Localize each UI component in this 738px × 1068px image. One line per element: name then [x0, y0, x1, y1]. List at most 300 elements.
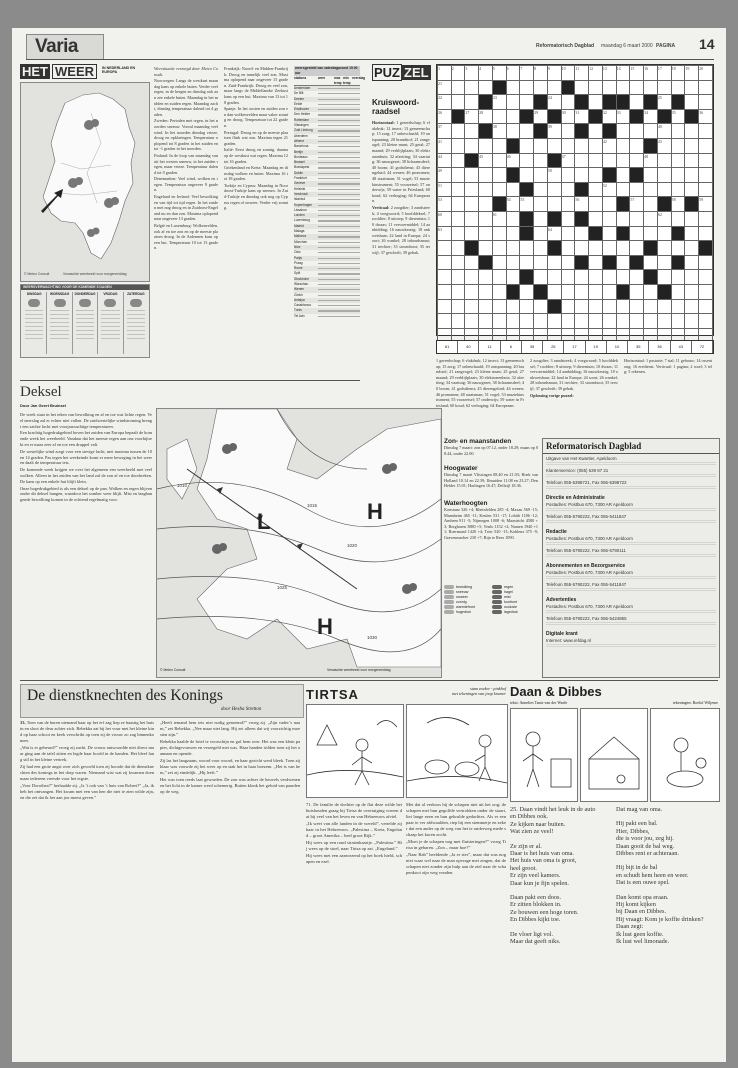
crossword-cell[interactable]	[630, 182, 644, 197]
crossword-cell[interactable]	[575, 80, 589, 95]
crossword-cell[interactable]	[451, 138, 465, 153]
crossword-cell[interactable]	[685, 241, 699, 256]
crossword-cell[interactable]	[699, 314, 713, 329]
crossword-cell[interactable]	[520, 284, 534, 299]
crossword-cell[interactable]	[534, 284, 548, 299]
crossword-cell[interactable]: 58	[671, 197, 685, 212]
answer-row[interactable]	[436, 340, 714, 354]
crossword-cell[interactable]	[465, 124, 479, 139]
crossword-cell[interactable]	[589, 109, 603, 124]
crossword-cell[interactable]	[506, 124, 520, 139]
crossword-cell[interactable]: 34	[644, 109, 658, 124]
crossword-cell[interactable]	[520, 255, 534, 270]
crossword-cell[interactable]	[671, 124, 685, 139]
crossword-cell[interactable]	[671, 241, 685, 256]
crossword-cell[interactable]: 24	[547, 95, 561, 110]
crossword-cell[interactable]	[644, 182, 658, 197]
crossword-cell[interactable]	[520, 138, 534, 153]
crossword-cell[interactable]	[657, 80, 671, 95]
crossword-cell[interactable]	[561, 211, 575, 226]
crossword-cell[interactable]	[520, 270, 534, 285]
crossword-cell[interactable]	[451, 211, 465, 226]
crossword-cell[interactable]	[657, 153, 671, 168]
crossword-cell[interactable]	[479, 241, 493, 256]
crossword-cell[interactable]: 32	[602, 109, 616, 124]
crossword-cell[interactable]	[575, 168, 589, 183]
answer-cell[interactable]: 17	[564, 341, 585, 353]
crossword-cell[interactable]	[589, 299, 603, 314]
crossword-cell[interactable]: 52	[602, 182, 616, 197]
crossword-cell[interactable]	[685, 197, 699, 212]
crossword-cell[interactable]: 31	[575, 109, 589, 124]
crossword-cell[interactable]: 5	[492, 66, 506, 81]
crossword-cell[interactable]	[616, 80, 630, 95]
crossword-cell[interactable]	[451, 80, 465, 95]
crossword-cell[interactable]: 16	[644, 66, 658, 81]
crossword-cell[interactable]	[506, 95, 520, 110]
crossword-cell[interactable]	[602, 314, 616, 329]
crossword-cell[interactable]: 21	[438, 80, 452, 95]
crossword-cell[interactable]	[534, 226, 548, 241]
crossword-cell[interactable]	[561, 255, 575, 270]
crossword-cell[interactable]	[547, 299, 561, 314]
crossword-cell[interactable]	[561, 124, 575, 139]
answer-cell[interactable]: 11	[479, 341, 500, 353]
crossword-cell[interactable]: 50	[547, 168, 561, 183]
crossword-cell[interactable]	[575, 124, 589, 139]
crossword-cell[interactable]	[671, 168, 685, 183]
crossword-cell[interactable]	[465, 211, 479, 226]
crossword-cell[interactable]: 14	[616, 66, 630, 81]
crossword-cell[interactable]	[630, 95, 644, 110]
crossword-cell[interactable]	[630, 168, 644, 183]
crossword-cell[interactable]: 54	[506, 197, 520, 212]
crossword-cell[interactable]	[685, 211, 699, 226]
crossword-cell[interactable]	[465, 241, 479, 256]
crossword-cell[interactable]	[685, 95, 699, 110]
crossword-cell[interactable]: 62	[657, 211, 671, 226]
crossword-cell[interactable]	[534, 80, 548, 95]
crossword-cell[interactable]	[534, 182, 548, 197]
crossword-cell[interactable]	[616, 270, 630, 285]
crossword-cell[interactable]	[534, 241, 548, 256]
crossword-cell[interactable]	[589, 138, 603, 153]
crossword-cell[interactable]	[602, 226, 616, 241]
crossword-cell[interactable]	[492, 168, 506, 183]
crossword-cell[interactable]: 47	[561, 153, 575, 168]
crossword-cell[interactable]: 19	[685, 66, 699, 81]
crossword-cell[interactable]	[602, 284, 616, 299]
crossword-cell[interactable]	[699, 241, 713, 256]
crossword-cell[interactable]	[657, 284, 671, 299]
answer-cell[interactable]: 43	[671, 341, 692, 353]
crossword-cell[interactable]	[671, 153, 685, 168]
crossword-cell[interactable]: 20	[699, 66, 713, 81]
crossword-cell[interactable]	[589, 168, 603, 183]
crossword-cell[interactable]: 4	[479, 66, 493, 81]
crossword-cell[interactable]	[616, 182, 630, 197]
crossword-cell[interactable]: 11	[575, 66, 589, 81]
crossword-cell[interactable]	[451, 109, 465, 124]
crossword-cell[interactable]	[575, 241, 589, 256]
crossword-cell[interactable]	[479, 197, 493, 212]
crossword-cell[interactable]	[657, 255, 671, 270]
crossword-cell[interactable]: 10	[561, 66, 575, 81]
crossword-cell[interactable]	[644, 124, 658, 139]
crossword-cell[interactable]	[492, 80, 506, 95]
crossword-cell[interactable]	[575, 270, 589, 285]
crossword-cell[interactable]	[479, 124, 493, 139]
crossword-cell[interactable]	[465, 138, 479, 153]
crossword-cell[interactable]	[492, 109, 506, 124]
crossword-cell[interactable]	[465, 153, 479, 168]
crossword-cell[interactable]	[685, 299, 699, 314]
crossword-cell[interactable]	[465, 197, 479, 212]
crossword-cell[interactable]	[589, 284, 603, 299]
crossword-cell[interactable]	[534, 255, 548, 270]
crossword-cell[interactable]: 6	[506, 66, 520, 81]
crossword-cell[interactable]	[438, 299, 452, 314]
crossword-cell[interactable]	[465, 182, 479, 197]
crossword-cell[interactable]: 33	[616, 109, 630, 124]
crossword-cell[interactable]	[616, 197, 630, 212]
crossword-cell[interactable]	[465, 80, 479, 95]
crossword-cell[interactable]	[699, 138, 713, 153]
crossword-cell[interactable]	[589, 197, 603, 212]
crossword-cell[interactable]	[465, 299, 479, 314]
crossword-cell[interactable]	[520, 153, 534, 168]
crossword-cell[interactable]	[616, 299, 630, 314]
crossword-cell[interactable]: 26	[438, 109, 452, 124]
crossword-cell[interactable]: 17	[657, 66, 671, 81]
crossword-cell[interactable]	[451, 182, 465, 197]
crossword-cell[interactable]: 44	[438, 153, 452, 168]
crossword-cell[interactable]	[589, 241, 603, 256]
crossword-cell[interactable]	[685, 138, 699, 153]
crossword-cell[interactable]	[602, 299, 616, 314]
crossword-cell[interactable]	[506, 109, 520, 124]
crossword-cell[interactable]	[644, 80, 658, 95]
crossword-cell[interactable]	[479, 182, 493, 197]
crossword-cell[interactable]	[657, 270, 671, 285]
crossword-cell[interactable]	[534, 138, 548, 153]
crossword-cell[interactable]	[589, 80, 603, 95]
crossword-cell[interactable]: 29	[534, 109, 548, 124]
answer-cell[interactable]: 19	[586, 341, 607, 353]
crossword-cell[interactable]: 45	[479, 153, 493, 168]
crossword-cell[interactable]: 56	[575, 197, 589, 212]
crossword-cell[interactable]: 1	[438, 66, 452, 81]
crossword-cell[interactable]: 38	[492, 124, 506, 139]
crossword-cell[interactable]	[575, 138, 589, 153]
crossword-cell[interactable]	[616, 255, 630, 270]
crossword-cell[interactable]	[492, 182, 506, 197]
crossword-cell[interactable]	[699, 153, 713, 168]
crossword-cell[interactable]	[438, 255, 452, 270]
crossword-cell[interactable]	[657, 314, 671, 329]
crossword-cell[interactable]	[644, 211, 658, 226]
crossword-cell[interactable]	[520, 109, 534, 124]
crossword-cell[interactable]	[644, 168, 658, 183]
crossword-cell[interactable]	[644, 284, 658, 299]
crossword-cell[interactable]: 36	[699, 109, 713, 124]
crossword-cell[interactable]: 8	[534, 66, 548, 81]
crossword-cell[interactable]	[699, 226, 713, 241]
crossword-cell[interactable]	[602, 124, 616, 139]
crossword-cell[interactable]: 37	[438, 124, 452, 139]
crossword-cell[interactable]	[492, 153, 506, 168]
crossword-cell[interactable]	[630, 314, 644, 329]
crossword-cell[interactable]	[671, 182, 685, 197]
crossword-cell[interactable]	[644, 95, 658, 110]
crossword-cell[interactable]	[589, 95, 603, 110]
crossword-cell[interactable]	[534, 124, 548, 139]
crossword-cell[interactable]	[506, 299, 520, 314]
crossword-cell[interactable]	[465, 284, 479, 299]
crossword-cell[interactable]: 53	[438, 197, 452, 212]
crossword-cell[interactable]: 49	[438, 168, 452, 183]
crossword-cell[interactable]	[547, 241, 561, 256]
crossword-cell[interactable]	[616, 95, 630, 110]
crossword-cell[interactable]: 43	[657, 138, 671, 153]
crossword-cell[interactable]	[685, 109, 699, 124]
crossword-cell[interactable]	[575, 211, 589, 226]
crossword-cell[interactable]	[479, 211, 493, 226]
crossword-cell[interactable]	[438, 241, 452, 256]
crossword-cell[interactable]	[520, 80, 534, 95]
crossword-cell[interactable]	[451, 153, 465, 168]
crossword-cell[interactable]	[589, 211, 603, 226]
crossword-cell[interactable]	[534, 153, 548, 168]
crossword-cell[interactable]	[479, 226, 493, 241]
crossword-cell[interactable]	[451, 314, 465, 329]
crossword-cell[interactable]	[602, 255, 616, 270]
crossword-cell[interactable]	[657, 241, 671, 256]
crossword-cell[interactable]	[492, 284, 506, 299]
crossword-cell[interactable]	[616, 211, 630, 226]
answer-cell[interactable]: 6	[501, 341, 522, 353]
crossword-cell[interactable]	[451, 95, 465, 110]
crossword-cell[interactable]	[685, 80, 699, 95]
crossword-cell[interactable]	[699, 80, 713, 95]
crossword-cell[interactable]	[630, 109, 644, 124]
crossword-cell[interactable]: 46	[506, 153, 520, 168]
crossword-cell[interactable]	[547, 197, 561, 212]
crossword-cell[interactable]	[699, 299, 713, 314]
crossword-cell[interactable]	[671, 95, 685, 110]
crossword-cell[interactable]	[630, 255, 644, 270]
crossword-cell[interactable]	[685, 270, 699, 285]
crossword-cell[interactable]	[520, 241, 534, 256]
crossword-cell[interactable]	[479, 314, 493, 329]
crossword-cell[interactable]	[616, 153, 630, 168]
crossword-cell[interactable]	[616, 284, 630, 299]
crossword-cell[interactable]: 3	[465, 66, 479, 81]
crossword-cell[interactable]	[657, 299, 671, 314]
crossword-cell[interactable]	[506, 80, 520, 95]
crossword-table[interactable]	[437, 65, 713, 343]
crossword-cell[interactable]	[685, 226, 699, 241]
crossword-cell[interactable]	[699, 168, 713, 183]
crossword-cell[interactable]	[644, 270, 658, 285]
answer-cell[interactable]: 10	[607, 341, 628, 353]
crossword-cell[interactable]: 57	[630, 197, 644, 212]
crossword-cell[interactable]	[561, 80, 575, 95]
crossword-cell[interactable]: 41	[438, 138, 452, 153]
crossword-cell[interactable]	[657, 182, 671, 197]
crossword-cell[interactable]: 40	[657, 124, 671, 139]
crossword-cell[interactable]	[630, 284, 644, 299]
crossword-cell[interactable]	[644, 197, 658, 212]
crossword-cell[interactable]	[616, 241, 630, 256]
crossword-cell[interactable]	[685, 182, 699, 197]
crossword-cell[interactable]	[602, 211, 616, 226]
crossword-cell[interactable]	[547, 182, 561, 197]
crossword-cell[interactable]	[616, 314, 630, 329]
crossword-cell[interactable]: 64	[547, 226, 561, 241]
crossword-cell[interactable]	[685, 255, 699, 270]
crossword-cell[interactable]	[561, 95, 575, 110]
crossword-cell[interactable]	[547, 153, 561, 168]
crossword-cell[interactable]	[534, 299, 548, 314]
crossword-cell[interactable]: 27	[465, 109, 479, 124]
crossword-cell[interactable]: 60	[438, 211, 452, 226]
crossword-cell[interactable]	[492, 255, 506, 270]
crossword-cell[interactable]	[575, 226, 589, 241]
crossword-cell[interactable]	[589, 226, 603, 241]
crossword-cell[interactable]	[699, 284, 713, 299]
crossword-cell[interactable]	[465, 226, 479, 241]
crossword-cell[interactable]	[602, 153, 616, 168]
crossword-cell[interactable]	[699, 270, 713, 285]
crossword-cell[interactable]	[616, 138, 630, 153]
crossword-cell[interactable]	[520, 299, 534, 314]
crossword-cell[interactable]	[547, 314, 561, 329]
crossword-cell[interactable]	[534, 168, 548, 183]
crossword-cell[interactable]: 48	[644, 153, 658, 168]
crossword-cell[interactable]	[644, 255, 658, 270]
crossword-cell[interactable]	[657, 168, 671, 183]
crossword-cell[interactable]	[657, 197, 671, 212]
answer-cell[interactable]: 72	[692, 341, 713, 353]
crossword-cell[interactable]	[520, 182, 534, 197]
crossword-cell[interactable]	[657, 109, 671, 124]
answer-cell[interactable]: 39	[522, 341, 543, 353]
crossword-cell[interactable]	[506, 168, 520, 183]
crossword-cell[interactable]	[492, 197, 506, 212]
crossword-cell[interactable]	[451, 299, 465, 314]
crossword-cell[interactable]: 2	[451, 66, 465, 81]
crossword-cell[interactable]	[575, 284, 589, 299]
crossword-cell[interactable]	[506, 182, 520, 197]
crossword-cell[interactable]	[699, 211, 713, 226]
crossword-cell[interactable]	[685, 153, 699, 168]
crossword-cell[interactable]	[699, 124, 713, 139]
crossword-cell[interactable]	[671, 255, 685, 270]
crossword-cell[interactable]	[479, 138, 493, 153]
crossword-cell[interactable]	[630, 138, 644, 153]
crossword-cell[interactable]: 15	[630, 66, 644, 81]
crossword-cell[interactable]	[520, 95, 534, 110]
crossword-cell[interactable]	[520, 314, 534, 329]
crossword-cell[interactable]	[589, 255, 603, 270]
crossword-cell[interactable]	[575, 182, 589, 197]
crossword-cell[interactable]	[671, 314, 685, 329]
crossword-cell[interactable]	[506, 211, 520, 226]
crossword-cell[interactable]	[644, 138, 658, 153]
crossword-cell[interactable]	[534, 270, 548, 285]
crossword-cell[interactable]	[602, 168, 616, 183]
crossword-cell[interactable]: 59	[699, 197, 713, 212]
crossword-cell[interactable]	[534, 314, 548, 329]
crossword-cell[interactable]	[685, 168, 699, 183]
crossword-cell[interactable]	[602, 80, 616, 95]
crossword-cell[interactable]	[685, 124, 699, 139]
crossword-cell[interactable]	[561, 197, 575, 212]
crossword-cell[interactable]	[465, 270, 479, 285]
crossword-cell[interactable]	[451, 197, 465, 212]
crossword-cell[interactable]	[589, 314, 603, 329]
crossword-cell[interactable]	[506, 255, 520, 270]
crossword-cell[interactable]	[438, 284, 452, 299]
crossword-cell[interactable]	[671, 284, 685, 299]
crossword-cell[interactable]	[589, 124, 603, 139]
crossword-cell[interactable]	[685, 284, 699, 299]
crossword-cell[interactable]	[644, 226, 658, 241]
crossword-cell[interactable]	[589, 153, 603, 168]
crossword-cell[interactable]	[671, 226, 685, 241]
answer-cell[interactable]: 25	[543, 341, 564, 353]
crossword-cell[interactable]	[451, 255, 465, 270]
crossword-cell[interactable]	[465, 95, 479, 110]
crossword-cell[interactable]	[630, 80, 644, 95]
crossword-cell[interactable]: 42	[602, 138, 616, 153]
crossword-cell[interactable]	[561, 314, 575, 329]
answer-cell[interactable]: 40	[458, 341, 479, 353]
crossword-cell[interactable]	[699, 182, 713, 197]
crossword-cell[interactable]	[602, 241, 616, 256]
crossword-cell[interactable]	[547, 270, 561, 285]
crossword-cell[interactable]: 55	[520, 197, 534, 212]
crossword-cell[interactable]	[506, 270, 520, 285]
crossword-cell[interactable]	[547, 255, 561, 270]
crossword-cell[interactable]	[506, 241, 520, 256]
crossword-cell[interactable]	[630, 124, 644, 139]
crossword-cell[interactable]	[479, 284, 493, 299]
crossword-cell[interactable]	[671, 80, 685, 95]
crossword-cell[interactable]	[561, 138, 575, 153]
crossword-cell[interactable]	[561, 168, 575, 183]
crossword-cell[interactable]	[630, 211, 644, 226]
crossword-cell[interactable]	[506, 314, 520, 329]
crossword-cell[interactable]	[465, 255, 479, 270]
crossword-cell[interactable]: 18	[671, 66, 685, 81]
crossword-cell[interactable]	[575, 95, 589, 110]
crossword-cell[interactable]: 35	[671, 109, 685, 124]
crossword-cell[interactable]: 22	[438, 95, 452, 110]
crossword-cell[interactable]	[506, 138, 520, 153]
crossword-cell[interactable]	[479, 95, 493, 110]
crossword-cell[interactable]	[630, 299, 644, 314]
crossword-cell[interactable]	[547, 284, 561, 299]
crossword-cell[interactable]	[438, 270, 452, 285]
crossword-cell[interactable]	[671, 138, 685, 153]
crossword-cell[interactable]	[547, 109, 561, 124]
crossword-cell[interactable]	[492, 270, 506, 285]
crossword-cell[interactable]	[506, 226, 520, 241]
crossword-cell[interactable]	[616, 124, 630, 139]
crossword-cell[interactable]: 12	[589, 66, 603, 81]
